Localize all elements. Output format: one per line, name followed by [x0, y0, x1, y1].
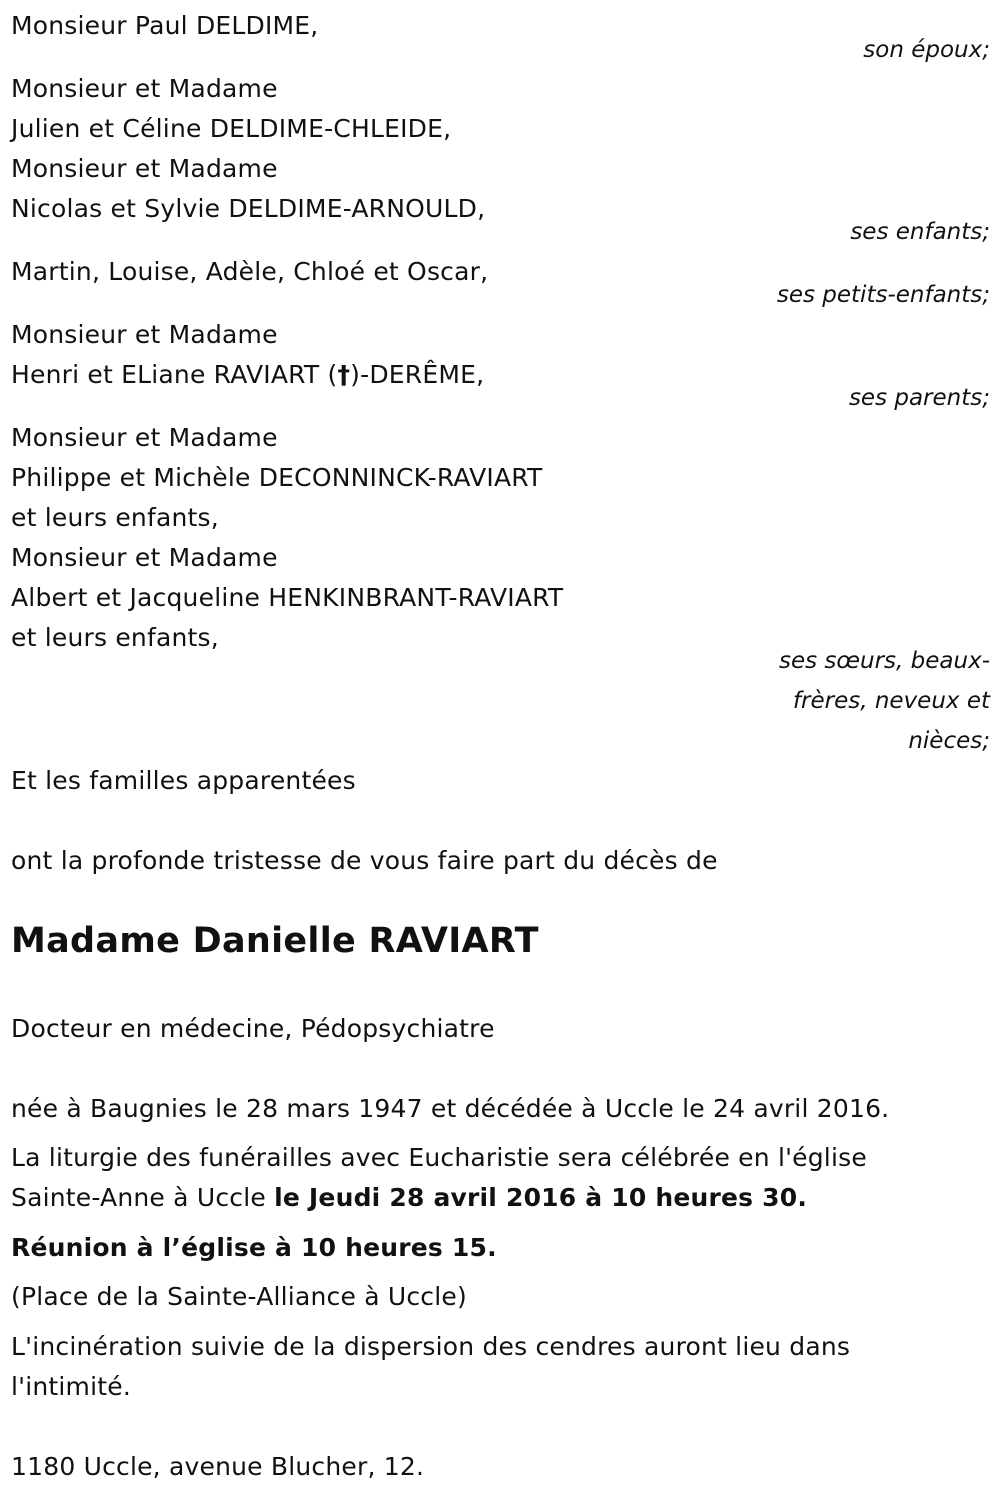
deceased-name: Madame Danielle RAVIART [11, 921, 539, 961]
family-line: Martin, Louise, Adèle, Chloé et Oscar, [11, 257, 489, 286]
funeral-datetime: le Jeudi 28 avril 2016 à 10 heures 30. [274, 1183, 808, 1212]
church-place: (Place de la Sainte-Alliance à Uccle) [11, 1282, 467, 1311]
family-line: Monsieur Paul DELDIME, [11, 11, 319, 40]
funeral-line-text: Sainte-Anne à Uccle [11, 1183, 275, 1212]
family-line: Philippe et Michèle DECONNINCK-RAVIART [11, 463, 543, 492]
family-line: Nicolas et Sylvie DELDIME-ARNOULD, [11, 194, 486, 223]
family-line: et leurs enfants, [11, 503, 219, 532]
meeting-time: Réunion à l’église à 10 heures 15. [11, 1233, 497, 1262]
family-line: Monsieur et Madame [11, 74, 278, 103]
cross-icon: † [337, 360, 351, 389]
relation-label: ses enfants; [850, 219, 990, 245]
family-line-text: Henri et ELiane RAVIART ( [11, 360, 338, 389]
family-line: Albert et Jacqueline HENKINBRANT-RAVIART [11, 583, 564, 612]
relation-label: son époux; [863, 37, 990, 63]
family-line: Monsieur et Madame [11, 154, 278, 183]
cremation-line: L'incinération suivie de la dispersion des cendres auront lieu dans [11, 1332, 851, 1361]
relation-label: ses parents; [848, 385, 990, 411]
funeral-line [11, 1181, 807, 1215]
deceased-title: Docteur en médecine, Pédopsychiatre [11, 1014, 495, 1043]
relation-label: nièces; [908, 728, 990, 754]
family-line: Monsieur et Madame [11, 543, 278, 572]
cremation-line: l'intimité. [11, 1372, 131, 1401]
address: 1180 Uccle, avenue Blucher, 12. [11, 1452, 425, 1481]
family-line: Monsieur et Madame [11, 423, 278, 452]
relation-label: frères, neveux et [792, 688, 990, 714]
family-line: Monsieur et Madame [11, 320, 278, 349]
family-line: et leurs enfants, [11, 623, 219, 652]
family-line-text: )-DERÊME, [350, 360, 485, 389]
announcement-text: ont la profonde tristesse de vous faire part du décès de [11, 846, 718, 875]
relation-label: ses sœurs, beaux- [778, 648, 990, 674]
relation-label: ses petits-enfants; [776, 282, 990, 308]
family-line: Et les familles apparentées [11, 766, 356, 795]
family-line: Julien et Céline DELDIME-CHLEIDE, [11, 114, 452, 143]
family-line [11, 358, 484, 392]
funeral-line: La liturgie des funérailles avec Eucharistie sera célébrée en l'église [11, 1143, 867, 1172]
birth-death-dates: née à Baugnies le 28 mars 1947 et décédée à Uccle le 24 avril 2016. [11, 1094, 890, 1123]
